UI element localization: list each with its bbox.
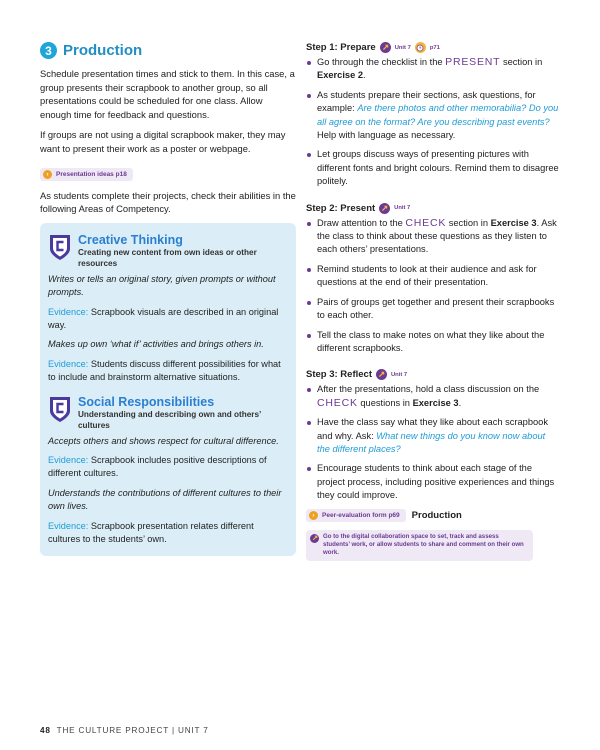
list-item: Encourage students to think about each stage of the project process, including positive experiences and things they could improve.	[306, 462, 560, 502]
peer-evaluation-row	[306, 509, 560, 522]
list-item: Go through the checklist in the PRESENT section in Exercise 2.	[306, 56, 560, 83]
page-reference[interactable]: p71	[429, 44, 440, 51]
digital-space-note[interactable]	[306, 530, 533, 561]
production-paragraph-1: Schedule presentation times and stick to them. In this case, a group presents their scrapbook to another group, so all presentations could be scheduled for one class. Allow enough time for feedback and questions.	[40, 68, 295, 120]
unit-icon	[376, 369, 387, 380]
unit-icon	[380, 42, 391, 53]
chevron-right-icon: ›	[43, 170, 52, 179]
step-2-heading	[306, 203, 560, 214]
step-3-heading	[306, 369, 560, 380]
page-footer	[40, 726, 209, 735]
step-2-label: Step 2: Present	[306, 202, 376, 214]
evidence-text: Scrapbook visuals are described in an original way.	[48, 306, 279, 330]
example-question: What new things do you know now about the different places?	[317, 430, 546, 454]
step-3-list	[306, 383, 560, 502]
unit-reference[interactable]: Unit 7	[394, 205, 411, 212]
left-column	[40, 42, 296, 556]
list-item: After the presentations, hold a class discussion on the CHECK questions in Exercise 3.	[306, 383, 560, 410]
check-keyword: CHECK	[317, 396, 358, 409]
production-paragraph-3: As students complete their projects, check their abilities in the following Areas of Competency.	[40, 189, 296, 215]
example-questions: Are there photos and other memorabilia? Do you all agree on the format? Are you describing past events?	[317, 103, 559, 127]
peer-evaluation-label: Peer-evaluation form p69	[322, 511, 400, 519]
chevron-right-icon: ›	[309, 511, 318, 520]
list-item: Let groups discuss ways of presenting pictures with different fonts and bright colours. Remind them to disagree politely.	[306, 148, 560, 188]
list-item: Have the class say what they like about each scrapbook and why. Ask: What new things do you know now about the different places?	[306, 416, 560, 456]
section-title: Production	[63, 42, 143, 59]
creative-descriptor-1: Writes or tells an original story, given prompts or without prompts.	[48, 273, 276, 298]
page-number: 48	[40, 726, 51, 735]
unit-icon	[379, 203, 390, 214]
step-1-list	[306, 56, 560, 189]
production-paragraph-2: If groups are not using a digital scrapbook maker, they may want to present their work as a poster or webpage.	[40, 129, 286, 154]
evidence-text: Scrapbook includes positive descriptions of different cultures.	[48, 455, 267, 479]
list-item: As students prepare their sections, ask questions, for example: Are there photos and other memorabilia? Do you all agree on the format? Are you describing past events? Help with language as necessary.	[306, 89, 560, 143]
step-3-label: Step 3: Reflect	[306, 369, 372, 381]
step-2-list	[306, 217, 560, 356]
creative-thinking-shield-icon	[48, 233, 72, 261]
social-descriptor-2: Understands the contributions of different cultures to their own lives.	[48, 487, 282, 512]
digital-collaboration-icon	[310, 534, 319, 543]
social-responsibilities-shield-icon	[48, 395, 72, 423]
creative-thinking-title: Creative Thinking	[78, 232, 183, 247]
social-evidence-1	[48, 454, 288, 481]
right-column	[306, 42, 560, 561]
social-responsibilities-subtitle: Understanding and describing own and others’ cultures	[78, 409, 261, 430]
social-responsibilities-heading	[48, 395, 288, 431]
footer-title: THE CULTURE PROJECT | UNIT 7	[56, 726, 209, 735]
evidence-label: Evidence:	[48, 455, 89, 465]
list-item: Remind students to look at their audience and ask for questions at the end of their presentation.	[306, 263, 560, 290]
check-keyword: CHECK	[405, 216, 447, 229]
creative-thinking-subtitle: Creating new content from own ideas or other resources	[78, 247, 257, 268]
evidence-label: Evidence:	[48, 306, 89, 317]
evidence-text: Students discuss different possibilities for what to include and brainstorm alternative situations.	[48, 358, 281, 383]
list-item: Pairs of groups get together and present their scrapbooks to each other.	[306, 296, 560, 323]
social-responsibilities-title: Social Responsibilities	[78, 394, 215, 409]
social-descriptor-1: Accepts others and shows respect for cultural difference.	[48, 435, 279, 446]
creative-descriptor-2: Makes up own ‘what if’ activities and brings others in.	[48, 339, 264, 350]
unit-reference[interactable]: Unit 7	[391, 371, 408, 378]
creative-thinking-heading	[48, 233, 288, 269]
peer-evaluation-stage: Production	[411, 509, 462, 521]
social-evidence-2	[48, 520, 288, 547]
creative-evidence-1	[48, 306, 288, 333]
evidence-label: Evidence:	[48, 358, 89, 369]
evidence-text: Scrapbook presentation relates different cultures to the students’ own.	[48, 520, 254, 545]
production-heading	[40, 42, 296, 59]
competency-panel	[40, 223, 296, 557]
clock-icon	[415, 42, 426, 53]
presentation-ideas-label: Presentation ideas p18	[56, 170, 127, 178]
presentation-ideas-link[interactable]	[40, 168, 133, 181]
step-1-heading	[306, 42, 560, 53]
evidence-label: Evidence:	[48, 520, 89, 531]
peer-evaluation-link[interactable]	[306, 509, 406, 522]
digital-space-text: Go to the digital collaboration space to set, track and assess students’ work, or allow students to share and comment on their own work.	[323, 532, 524, 556]
present-keyword: PRESENT	[445, 56, 501, 68]
list-item: Tell the class to make notes on what they like about the different scrapbooks.	[306, 329, 560, 356]
step-1-label: Step 1: Prepare	[306, 42, 376, 53]
unit-reference[interactable]: Unit 7	[394, 44, 411, 51]
creative-evidence-2	[48, 358, 288, 385]
list-item: Draw attention to the CHECK section in Exercise 3. Ask the class to think about these questions as they listen to each others’ presentations.	[306, 217, 560, 257]
section-number-badge: 3	[40, 42, 57, 59]
